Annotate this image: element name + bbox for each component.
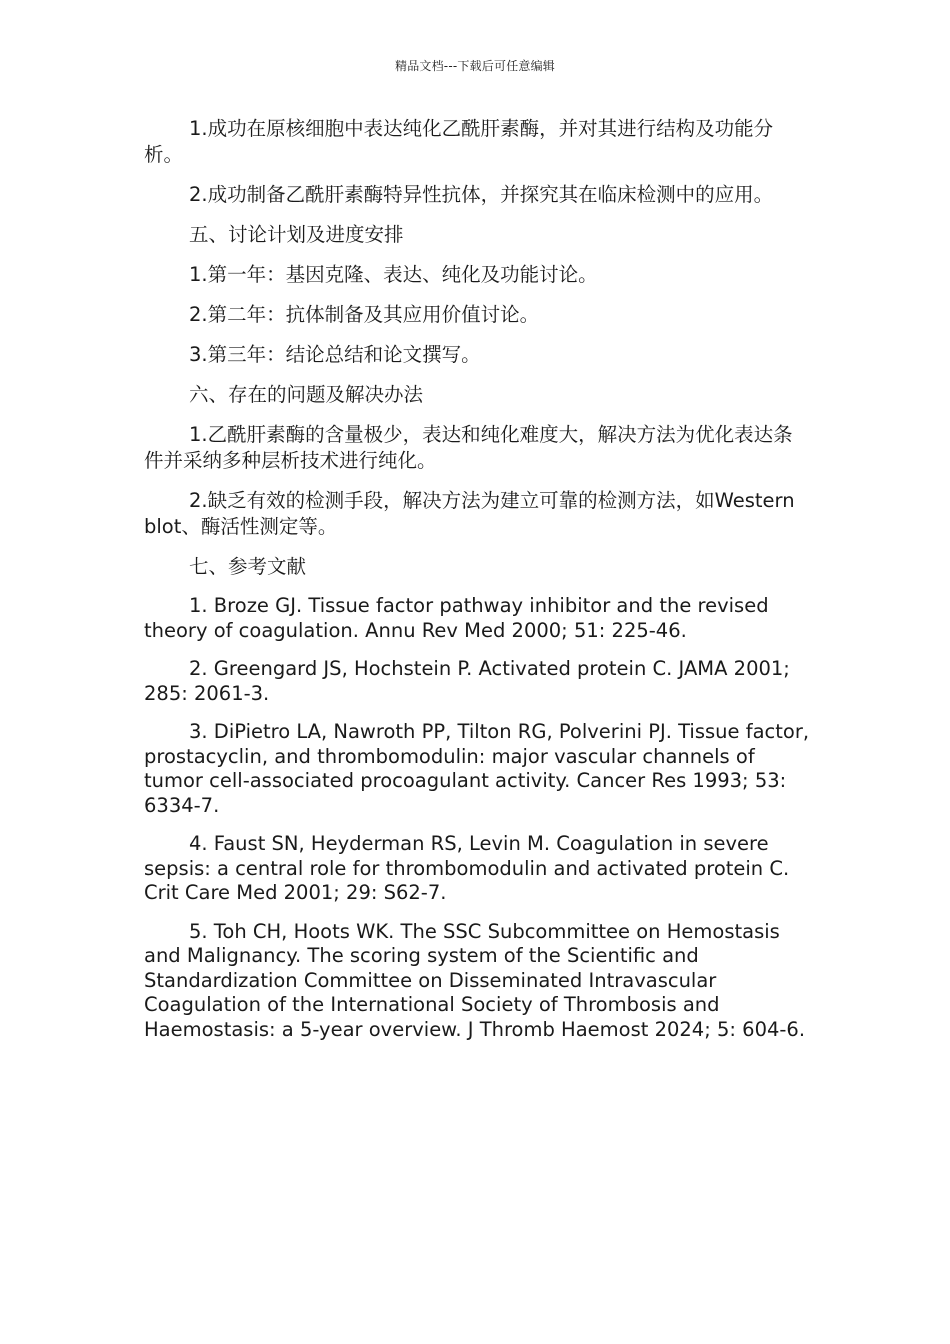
- schedule-item-3: 3.第三年：结论总结和论文撰写。: [189, 343, 481, 366]
- problem-item-1: 1.乙酰肝素酶的含量极少，表达和纯化难度大，解决方法为优化表达条件并采纳多种层析技术进行纯化。: [144, 423, 793, 472]
- section-heading-schedule: 五、讨论计划及进度安排: [189, 223, 404, 246]
- problem-item-2: 2.缺乏有效的检测手段，解决方法为建立可靠的检测方法，如Western blot、酶活性测定等。: [144, 489, 795, 538]
- reference-item-3: 3. DiPietro LA, Nawroth PP, Tilton RG, Polverini PJ. Tissue factor, prostacyclin, and thrombomodulin: major vascular channels of tumor cell-associated procoagulant activity. Cancer Res 1993; 53: 6334-7.: [144, 720, 810, 817]
- reference-item-2: 2. Greengard JS, Hochstein P. Activated protein C. JAMA 2001; 285: 2061-3.: [144, 657, 790, 705]
- section-heading-references: 七、参考文献: [189, 555, 307, 578]
- document-body: [144, 116, 810, 1056]
- section-heading-problems: 六、存在的问题及解决办法: [189, 383, 424, 406]
- page-header: 精品文档---下载后可任意编辑: [395, 59, 555, 73]
- schedule-item-1: 1.第一年：基因克隆、表达、纯化及功能讨论。: [189, 263, 598, 286]
- reference-item-4: 4. Faust SN, Heyderman RS, Levin M. Coagulation in severe sepsis: a central role for thrombomodulin and activated protein C. Crit Care Med 2001; 29: S62-7.: [144, 832, 790, 904]
- result-item-2: 2.成功制备乙酰肝素酶特异性抗体，并探究其在临床检测中的应用。: [189, 183, 774, 206]
- result-item-1: 1.成功在原核细胞中表达纯化乙酰肝素酶，并对其进行结构及功能分析。: [144, 117, 774, 166]
- reference-item-5: 5. Toh CH, Hoots WK. The SSC Subcommittee on Hemostasis and Malignancy. The scoring system of the Scientific and Standardization Committee on Disseminated Intravascular Coagulation of the International Society of Thrombosis and Haemostasis: a 5-year overview. J Thromb Haemost 2024; 5: 604-6.: [144, 919, 806, 1041]
- schedule-item-2: 2.第二年：抗体制备及其应用价值讨论。: [189, 303, 540, 326]
- reference-item-1: 1. Broze GJ. Tissue factor pathway inhibitor and the revised theory of coagulation. Annu Rev Med 2000; 51: 225-46.: [144, 594, 769, 642]
